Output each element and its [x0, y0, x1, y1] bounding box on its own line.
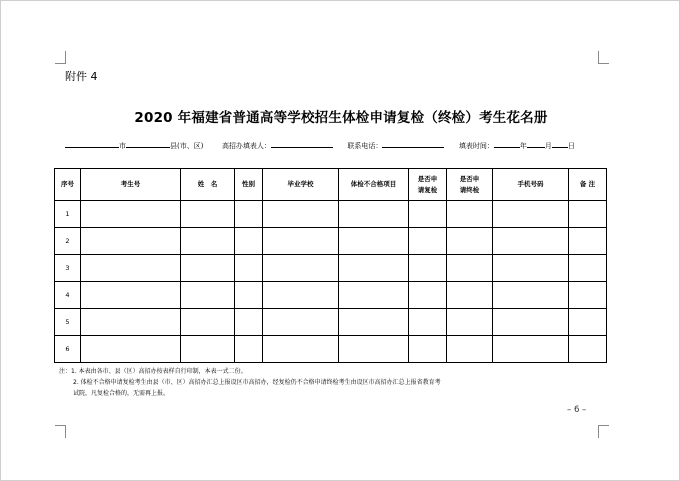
- row-seq: 6: [55, 336, 81, 363]
- page-number: – 6 –: [567, 405, 587, 415]
- table-row: [55, 336, 607, 363]
- office-label: 高招办填表人：: [221, 142, 271, 150]
- crop-mark-bottom-left: [55, 425, 66, 438]
- row-seq: 3: [55, 255, 81, 282]
- header-school: 毕业学校: [263, 169, 339, 201]
- row-seq: 5: [55, 309, 81, 336]
- table-row: [55, 255, 607, 282]
- table-row: [55, 228, 607, 255]
- row-seq: 4: [55, 282, 81, 309]
- note-line-3: 试院，凡复检合格的，无需再上报。: [73, 390, 170, 397]
- header-recheck: 是否申 请复检: [409, 169, 447, 201]
- crop-mark-top-right: [598, 51, 609, 64]
- table-notes: [59, 366, 441, 399]
- header-failed-items: 体检不合格项目: [339, 169, 409, 201]
- county-blank[interactable]: [126, 140, 170, 148]
- crop-mark-bottom-right: [598, 425, 609, 438]
- roster-table: [54, 168, 607, 363]
- note-line-1: 注：1. 本表由各市、县（区）高招办按表样自行印制，本表一式二份。: [59, 368, 247, 375]
- crop-mark-top-left: [55, 51, 66, 64]
- header-final-check: 是否申 请终检: [447, 169, 493, 201]
- year-label: 年: [519, 142, 527, 150]
- day-label: 日: [567, 142, 575, 150]
- day-blank[interactable]: [552, 140, 568, 148]
- phone-label: 联系电话：: [347, 142, 383, 150]
- date-label: 填表时间：: [458, 142, 494, 150]
- city-blank[interactable]: [65, 140, 119, 148]
- note-line-2: 2. 体检不合格申请复检考生由县（市、区）高招办汇总上报设区市高招办，经复检仍不合格申请终检考生由设区市高招办汇总上报省教育考: [73, 379, 441, 386]
- county-label: 县(市、区): [170, 142, 204, 150]
- attachment-label: 附件 4: [65, 70, 98, 83]
- document-title: 2020 年福建省普通高等学校招生体检申请复检（终检）考生花名册: [134, 110, 548, 126]
- table-row: [55, 309, 607, 336]
- header-phone: 手机号码: [493, 169, 569, 201]
- fill-in-line: [65, 140, 575, 151]
- header-remarks: 备 注: [569, 169, 607, 201]
- table-row: [55, 201, 607, 228]
- table-header-row: [55, 169, 607, 201]
- city-label: 市: [119, 142, 126, 150]
- office-blank[interactable]: [271, 140, 333, 148]
- header-exam-no: 考生号: [81, 169, 181, 201]
- header-gender: 性别: [235, 169, 263, 201]
- month-blank[interactable]: [527, 140, 545, 148]
- header-seq: 序号: [55, 169, 81, 201]
- year-blank[interactable]: [494, 140, 520, 148]
- month-label: 月: [544, 142, 552, 150]
- row-seq: 1: [55, 201, 81, 228]
- row-seq: 2: [55, 228, 81, 255]
- phone-blank[interactable]: [382, 140, 444, 148]
- table-row: [55, 282, 607, 309]
- header-name: 姓 名: [181, 169, 235, 201]
